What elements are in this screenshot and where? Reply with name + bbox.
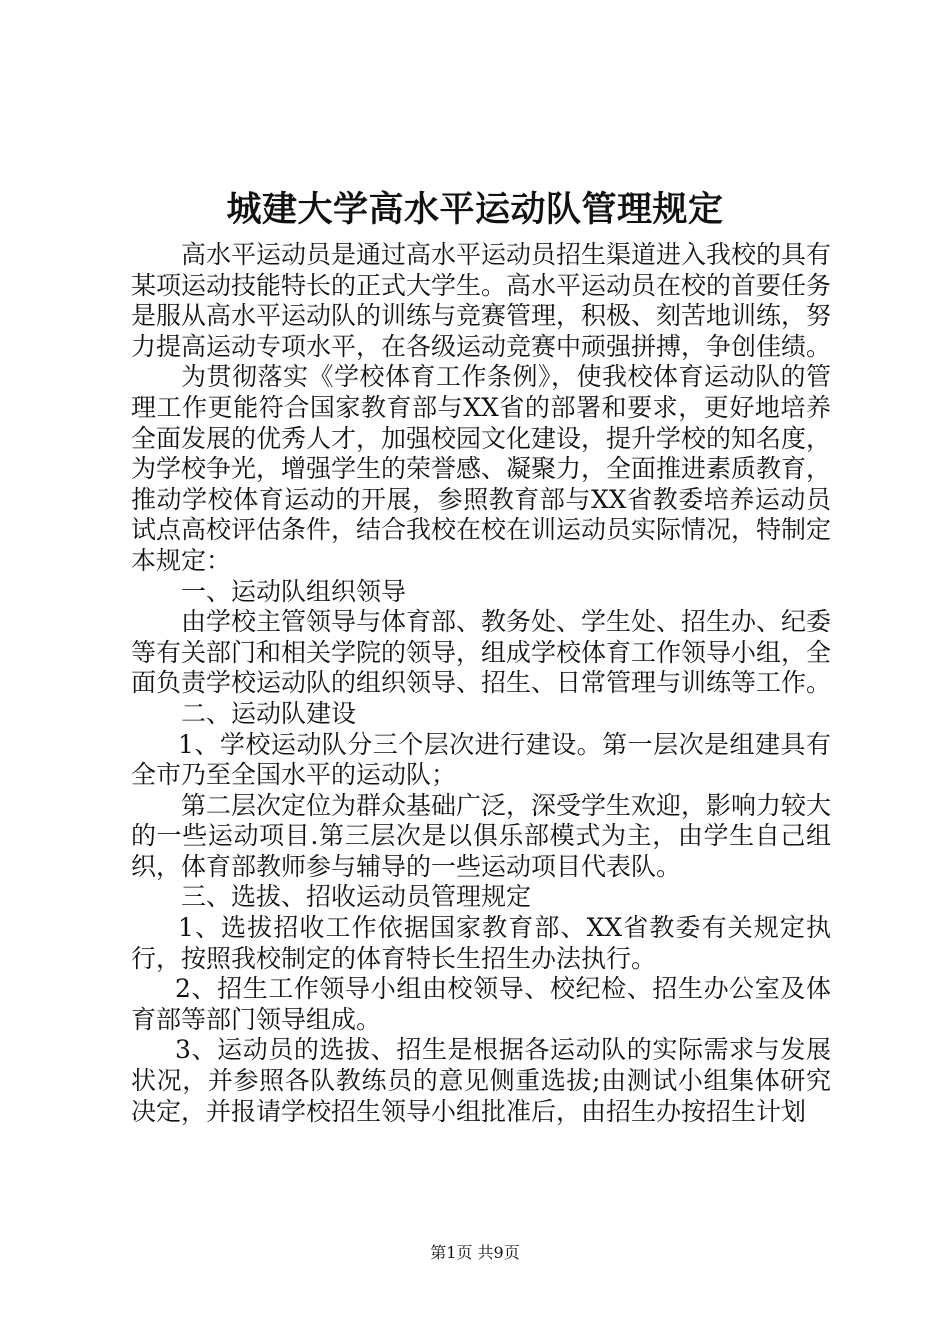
section-heading-2: 二、运动队建设 — [181, 698, 357, 728]
paragraph-section-3-item-3: 3、运动员的选拔、招生是根据各运动队的实际需求与发展状况，并参照各队教练员的意见侧重选拔;由测试小组集体研究决定，并报请学校招生领导小组批准后，由招生办按招生计划 — [131, 1035, 831, 1126]
paragraph-section-3-item-2: 2、招生工作领导小组由校领导、校纪检、招生办公室及体育部等部门领导组成。 — [131, 974, 831, 1034]
section-heading-3: 三、选拔、招收运动员管理规定 — [181, 882, 532, 912]
paragraph-section-2-item-1: 1、学校运动队分三个层次进行建设。第一层次是组建具有全市乃至全国水平的运动队； — [131, 729, 831, 790]
paragraph-section-2-item-1-cont: 第二层次定位为群众基础广泛，深受学生欢迎，影响力较大的一些运动项目.第三层次是以俱乐部模式为主，由学生自己组织，体育部教师参与辅导的一些运动项目代表队。 — [131, 790, 832, 881]
paragraph-intro: 高水平运动员是通过高水平运动员招生渠道进入我校的具有某项运动技能特长的正式大学生。高水平运动员在校的首要任务是服从高水平运动队的训练与竞赛管理，积极、刻苦地训练，努力提高运动专项水平，在各级运动竞赛中顽强拼搏，争创佳绩。 — [131, 240, 832, 361]
paragraph-purpose: 为贯彻落实《学校体育工作条例》，使我校体育运动队的管理工作更能符合国家教育部与XX省的部署和要求，更好地培养全面发展的优秀人才，加强校园文化建设，提升学校的知名度，为学校争光，增强学生的荣誉感、凝聚力，全面推进素质教育，推动学校体育运动的开展，参照教育部与XX省教委培养运动员试点高校评估条件，结合我校在校在训运动员实际情况，特制定本规定： — [131, 362, 832, 575]
section-heading-1: 一、运动队组织领导 — [181, 576, 407, 606]
page-footer: 第1页 共9页 — [430, 1243, 520, 1262]
document-body — [131, 240, 831, 1127]
document-title: 城建大学高水平运动队管理规定 — [226, 189, 724, 230]
paragraph-section-3-item-1: 1、选拔招收工作依据国家教育部、XX省教委有关规定执行，按照我校制定的体育特长生招生办法执行。 — [131, 913, 831, 973]
paragraph-section-1: 由学校主管领导与体育部、教务处、学生处、招生办、纪委等有关部门和相关学院的领导，组成学校体育工作领导小组，全面负责学校运动队的组织领导、招生、日常管理与训练等工作。 — [131, 607, 832, 698]
